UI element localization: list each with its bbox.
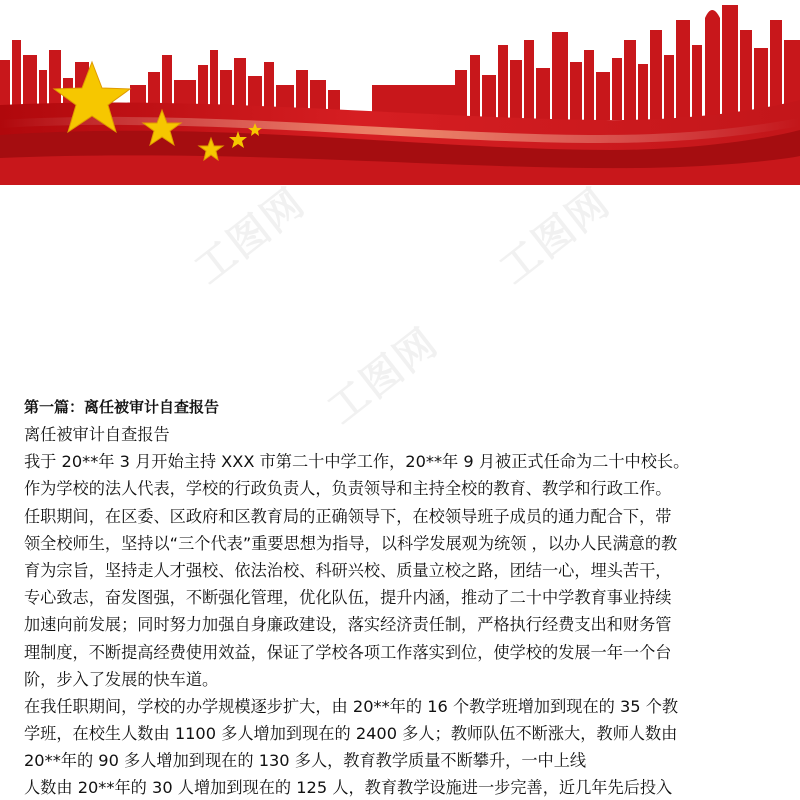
document-body	[24, 393, 784, 800]
paragraph-line: 领全校师生，坚持以“三个代表”重要思想为指导，以科学发展观为统领 ，以办人民满意的教	[24, 533, 678, 553]
paragraph-line: 育为宗旨，坚持走人才强校、依法治校、科研兴校、质量立校之路，团结一心，埋头苦干，	[24, 560, 672, 580]
paragraph-line: 作为学校的法人代表，学校的行政负责人，负责领导和主持全校的教育、教学和行政工作。	[24, 479, 672, 499]
paragraph-line: 阶，步入了发展的快车道。	[24, 669, 219, 689]
paragraph-line: 20**年的 90 多人增加到现在的 130 多人，教育教学质量不断攀升，一中上线	[24, 751, 587, 771]
document-title: 第一篇：离任被审计自查报告	[24, 398, 220, 416]
city-skyline-right	[455, 5, 800, 120]
header-banner	[0, 0, 800, 185]
paragraph-line: 加速向前发展；同时努力加强自身廉政建设，落实经济责任制，严格执行经费支出和财务管	[24, 615, 672, 635]
watermark: 工图网	[491, 179, 619, 294]
skyline-banner-graphic	[0, 0, 800, 185]
watermark: 工图网	[186, 179, 314, 294]
paragraph-line: 学班，在校生人数由 1100 多人增加到现在的 2400 多人；教师队伍不断涨大，教师人数由	[24, 724, 678, 744]
paragraph-line: 在我任职期间，学校的办学规模逐步扩大，由 20**年的 16 个教学班增加到现在的 35 个教	[24, 696, 679, 716]
paragraph-line: 专心致志，奋发图强，不断强化管理，优化队伍，提升内涵，推动了二十中学教育事业持续	[24, 588, 672, 608]
watermark: 工图网	[319, 319, 447, 434]
subtitle-line: 离任被审计自查报告	[24, 425, 170, 444]
paragraph-line: 我于 20**年 3 月开始主持 XXX 市第二十中学工作，20**年 9 月被正式任命为二十中校长。	[24, 452, 690, 472]
paragraph-line: 理制度，不断提高经费使用效益，保证了学校各项工作落实到位，使学校的发展一年一个台	[24, 642, 672, 662]
paragraph-line: 人数由 20**年的 30 人增加到现在的 125 人，教育教学设施进一步完善，近几年先后投入	[24, 778, 673, 798]
paragraph-line: 任职期间，在区委、区政府和区教育局的正确领导下，在校领导班子成员的通力配合下，带	[24, 506, 672, 526]
